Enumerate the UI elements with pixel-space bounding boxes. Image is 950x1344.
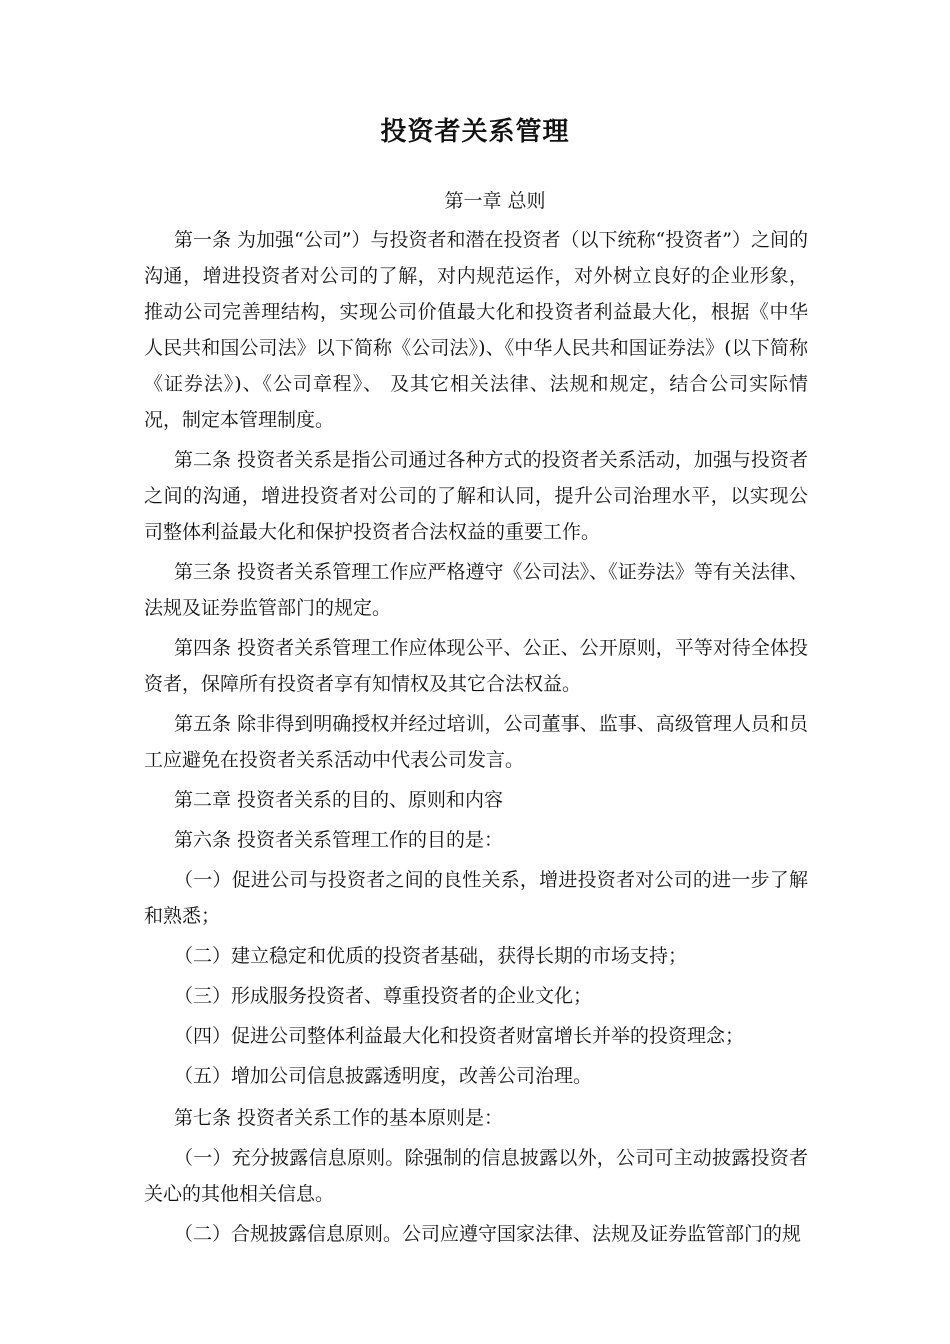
document-title: 投资者关系管理: [380, 117, 570, 147]
article-1: 第一条 为加强“公司”）与投资者和潜在投资者（以下统称“投资者”）之间的沟通，增进投资者对公司的了解，对内规范运作，对外树立良好的企业形象，推动公司完善理结构，实现公司价值最大化和投资者利益最大化，根据《中华人民共和国公司法》以下简称《公司法》)、《中华人民共和国证券法》(以下简称《证券法》)、《公司章程》、 及其它相关法律、法规和规定，结合公司实际情况，制定本管理制度。: [144, 229, 808, 431]
chapter-1-heading: 第一章 总则: [444, 190, 546, 212]
article-5: 第五条 除非得到明确授权并经过培训，公司董事、监事、高级管理人员和员工应避免在投资者关系活动中代表公司发言。: [144, 713, 808, 771]
article-3: 第三条 投资者关系管理工作应严格遵守《公司法》、《证券法》等有关法律、法规及证券监管部门的规定。: [144, 561, 808, 619]
article-2: 第二条 投资者关系是指公司通过各种方式的投资者关系活动，加强与投资者之间的沟通，增进投资者对公司的了解和认同，提升公司治理水平，以实现公司整体利益最大化和保护投资者合法权益的重要工作。: [144, 449, 808, 543]
article-7-item-2: （二）合规披露信息原则。公司应遵守国家法律、法规及证券监管部门的规: [174, 1223, 802, 1245]
article-7-item-1: （一）充分披露信息原则。除强制的信息披露以外，公司可主动披露投资者关心的其他相关信息。: [144, 1147, 808, 1205]
document-body: [144, 222, 808, 1252]
article-6-item-3: （三）形成服务投资者、尊重投资者的企业文化；: [174, 985, 593, 1007]
article-4: 第四条 投资者关系管理工作应体现公平、公正、公开原则，平等对待全体投资者，保障所有投资者享有知情权及其它合法权益。: [144, 637, 808, 695]
chapter-2-heading: 第二章 投资者关系的目的、原则和内容: [174, 789, 504, 811]
article-6-item-2: （二）建立稳定和优质的投资者基础，获得长期的市场支持；: [174, 945, 688, 967]
article-6-item-5: （五）增加公司信息披露透明度，改善公司治理。: [174, 1065, 593, 1087]
article-6: 第六条 投资者关系管理工作的目的是：: [174, 829, 504, 851]
article-6-item-1: （一）促进公司与投资者之间的良性关系，增进投资者对公司的进一步了解和熟悉；: [144, 869, 808, 927]
article-7: 第七条 投资者关系工作的基本原则是：: [174, 1107, 504, 1129]
article-6-item-4: （四）促进公司整体利益最大化和投资者财富增长并举的投资理念；: [174, 1025, 745, 1047]
